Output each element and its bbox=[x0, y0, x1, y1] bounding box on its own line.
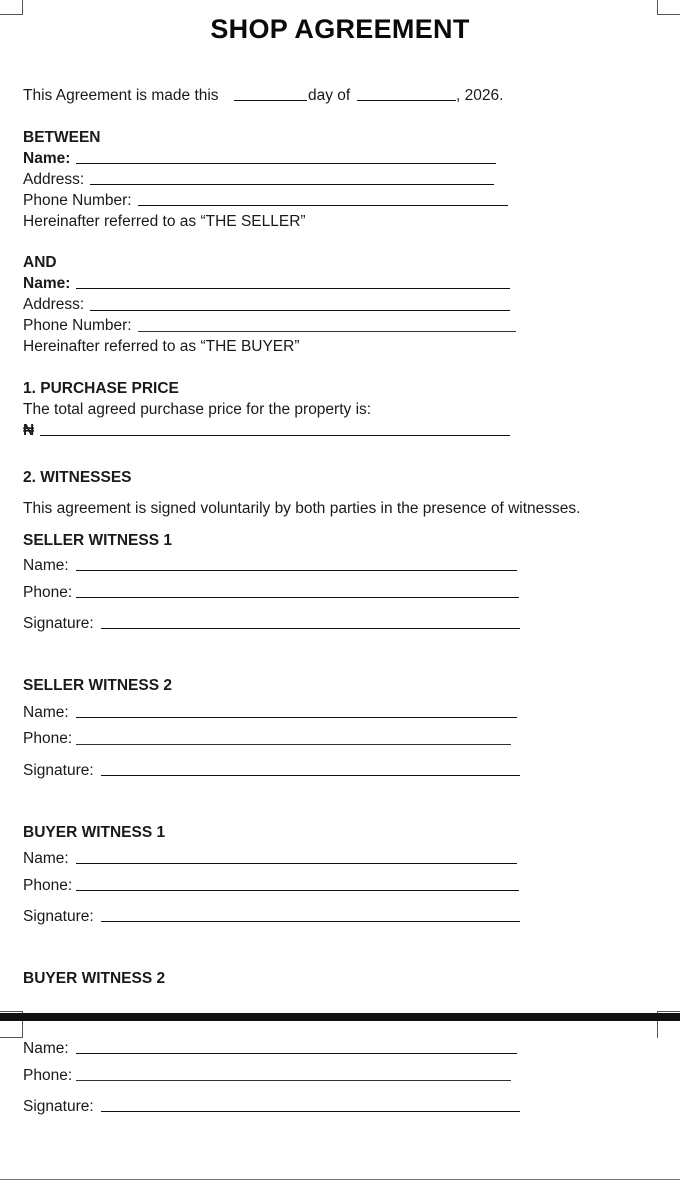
day-blank[interactable] bbox=[234, 100, 307, 101]
bottom-edge-rule bbox=[0, 1179, 680, 1180]
buyer-witness-1-name-field[interactable] bbox=[76, 863, 517, 864]
between-heading: BETWEEN bbox=[23, 129, 101, 146]
buyer-witness-1-phone-label: Phone: bbox=[23, 877, 73, 894]
buyer-witness-2-name-field[interactable] bbox=[76, 1053, 517, 1054]
seller-name-field[interactable] bbox=[76, 163, 496, 164]
buyer-witness-1-heading: BUYER WITNESS 1 bbox=[23, 824, 166, 841]
buyer-name-label: Name: bbox=[23, 275, 71, 292]
seller-witness-2-phone-field[interactable] bbox=[76, 744, 511, 745]
and-heading: AND bbox=[23, 254, 57, 271]
page-corner-top-left bbox=[0, 0, 23, 15]
month-blank[interactable] bbox=[357, 100, 456, 101]
seller-witness-2-phone-label: Phone: bbox=[23, 730, 73, 747]
seller-phone-label: Phone Number: bbox=[23, 192, 132, 209]
intro-suffix: , 2026. bbox=[456, 87, 504, 104]
seller-witness-2-name-label: Name: bbox=[23, 704, 69, 721]
buyer-witness-2-heading: BUYER WITNESS 2 bbox=[23, 970, 166, 987]
seller-witness-1-heading: SELLER WITNESS 1 bbox=[23, 532, 172, 549]
seller-witness-2-name-field[interactable] bbox=[76, 717, 517, 718]
buyer-address-field[interactable] bbox=[90, 310, 510, 311]
buyer-witness-1-name-label: Name: bbox=[23, 850, 69, 867]
buyer-witness-1-signature-field[interactable] bbox=[101, 921, 520, 922]
seller-witness-2-signature-label: Signature: bbox=[23, 762, 94, 779]
buyer-witness-1-signature-label: Signature: bbox=[23, 908, 94, 925]
buyer-phone-field[interactable] bbox=[138, 331, 516, 332]
seller-witness-2-heading: SELLER WITNESS 2 bbox=[23, 677, 172, 694]
seller-witness-1-signature-field[interactable] bbox=[101, 628, 520, 629]
page-break-divider bbox=[0, 1013, 680, 1021]
seller-reference: Hereinafter referred to as “THE SELLER” bbox=[23, 213, 306, 230]
witnesses-text: This agreement is signed voluntarily by both parties in the presence of witnesses. bbox=[23, 500, 581, 517]
intro-prefix: This Agreement is made this bbox=[23, 87, 219, 104]
naira-currency-icon: ₦ bbox=[23, 422, 35, 439]
buyer-witness-2-phone-label: Phone: bbox=[23, 1067, 73, 1084]
page-corner-top-right bbox=[657, 0, 680, 15]
seller-witness-1-signature-label: Signature: bbox=[23, 615, 94, 632]
buyer-name-field[interactable] bbox=[76, 288, 510, 289]
seller-phone-field[interactable] bbox=[138, 205, 508, 206]
purchase-price-field[interactable] bbox=[40, 435, 510, 436]
buyer-witness-2-name-label: Name: bbox=[23, 1040, 69, 1057]
intro-middle: day of bbox=[308, 87, 351, 104]
seller-witness-1-phone-label: Phone: bbox=[23, 584, 73, 601]
seller-witness-1-name-label: Name: bbox=[23, 557, 69, 574]
buyer-witness-2-phone-field[interactable] bbox=[76, 1080, 511, 1081]
buyer-witness-2-signature-label: Signature: bbox=[23, 1098, 94, 1115]
buyer-address-label: Address: bbox=[23, 296, 85, 313]
seller-address-field[interactable] bbox=[90, 184, 494, 185]
seller-witness-1-name-field[interactable] bbox=[76, 570, 517, 571]
document-title: SHOP AGREEMENT bbox=[210, 14, 470, 44]
purchase-price-heading: 1. PURCHASE PRICE bbox=[23, 380, 179, 397]
seller-name-label: Name: bbox=[23, 150, 71, 167]
seller-witness-2-signature-field[interactable] bbox=[101, 775, 520, 776]
buyer-witness-2-signature-field[interactable] bbox=[101, 1111, 520, 1112]
purchase-price-text: The total agreed purchase price for the property is: bbox=[23, 401, 372, 418]
seller-address-label: Address: bbox=[23, 171, 85, 188]
page-corner-next-top-left bbox=[0, 1023, 23, 1038]
witnesses-heading: 2. WITNESSES bbox=[23, 469, 132, 486]
buyer-phone-label: Phone Number: bbox=[23, 317, 132, 334]
seller-witness-1-phone-field[interactable] bbox=[76, 597, 519, 598]
buyer-witness-1-phone-field[interactable] bbox=[76, 890, 519, 891]
buyer-reference: Hereinafter referred to as “THE BUYER” bbox=[23, 338, 300, 355]
